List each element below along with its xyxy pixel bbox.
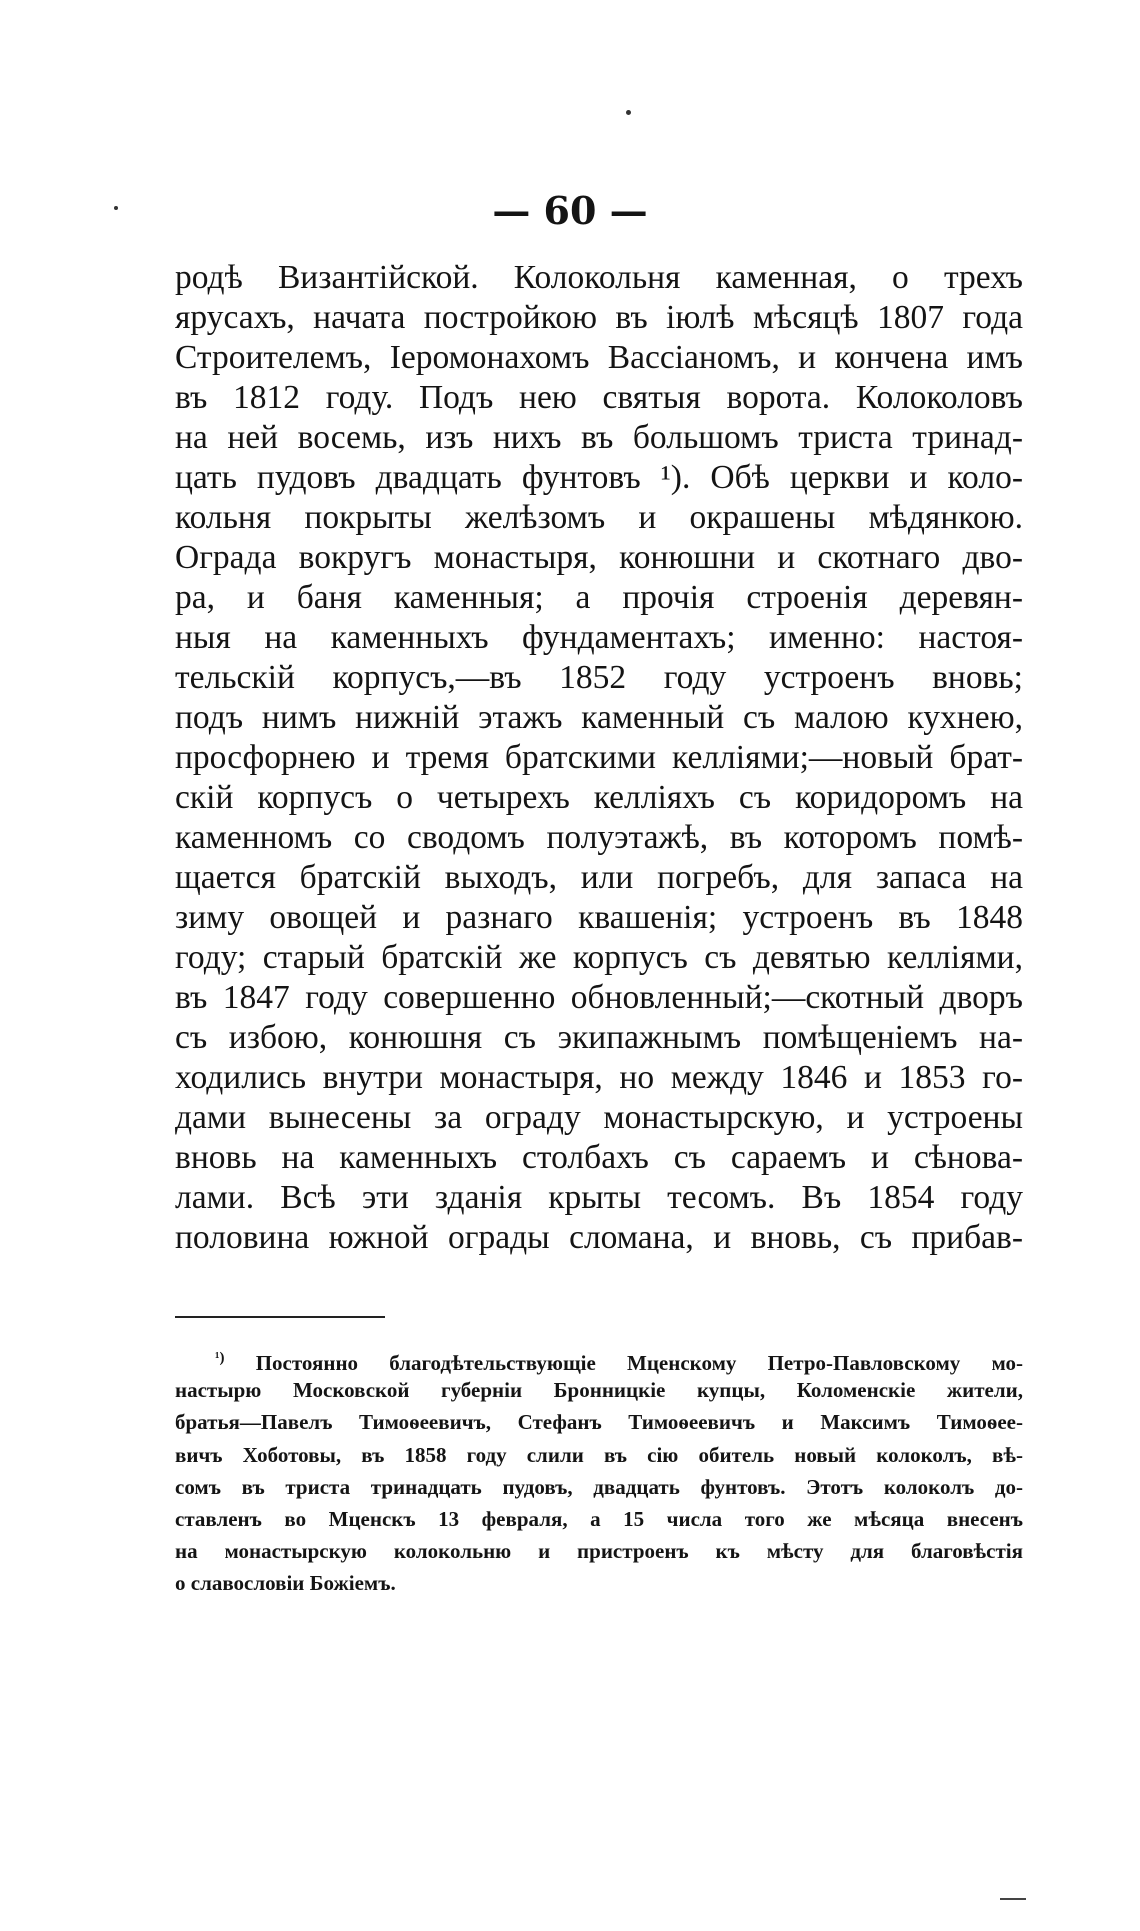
body-line: году; старый братскій же корпусъ съ девятью келліями,: [175, 939, 1023, 976]
footnote-line: настырю Московской губерніи Бронницкіе купцы, Коломенскіе жители,: [175, 1378, 1023, 1403]
body-line: вновь на каменныхъ столбахъ съ сараемъ и сѣнова-: [175, 1139, 1023, 1176]
footnote-line: ставленъ во Мценскъ 13 февраля, а 15 числа того же мѣсяца внесенъ: [175, 1506, 1023, 1531]
body-line: ныя на каменныхъ фундаментахъ; именно: настоя-: [175, 619, 1023, 656]
print-mark: [1000, 1898, 1026, 1900]
body-line: Строителемъ, Іеромонахомъ Вассіаномъ, и кончена имъ: [175, 339, 1023, 376]
body-line: подъ нимъ нижній этажъ каменный съ малою кухнею,: [175, 699, 1023, 736]
body-line: зиму овощей и разнаго квашенія; устроенъ въ 1848: [175, 899, 1023, 936]
footnote: [175, 1342, 1023, 1600]
body-line: ярусахъ, начата постройкою въ іюлѣ мѣсяцѣ 1807 года: [175, 299, 1023, 336]
body-line: родѣ Византійской. Колокольня каменная, о трехъ: [175, 259, 1023, 296]
body-line: лами. Всѣ эти зданія крыты тесомъ. Въ 1854 году: [175, 1179, 1023, 1216]
body-line: въ 1847 году совершенно обновленный;—скотный дворъ: [175, 979, 1023, 1016]
body-line: дами вынесены за ограду монастырскую, и устроены: [175, 1099, 1023, 1136]
body-line: каменномъ со сводомъ полуэтажѣ, въ которомъ помѣ-: [175, 819, 1023, 856]
body-line: ра, и баня каменныя; а прочія строенія деревян-: [175, 579, 1023, 616]
body-line: просфорнею и тремя братскими келліями;—новый брат-: [175, 739, 1023, 776]
body-line: на ней восемь, изъ нихъ въ большомъ триста тринад-: [175, 419, 1023, 456]
footnote-line: братья—Павелъ Тимоѳеевичъ, Стефанъ Тимоѳеевичъ и Максимъ Тимоѳее-: [175, 1410, 1023, 1435]
body-line: ходились внутри монастыря, но между 1846 и 1853 го-: [175, 1059, 1023, 1096]
body-line: половина южной ограды сломана, и вновь, съ прибав-: [175, 1219, 1023, 1256]
body-line: Ограда вокругъ монастыря, конюшни и скотнаго дво-: [175, 539, 1023, 576]
body-text: [175, 258, 1023, 1258]
footnote-line: вичъ Хоботовы, въ 1858 году слили въ сію обитель новый колоколъ, вѣ-: [175, 1442, 1023, 1467]
footnote-marker: ¹): [215, 1350, 225, 1366]
footnote-text: Постоянно благодѣтельствующіе Мценскому Петро-Павловскому мо-: [255, 1351, 1023, 1375]
footnote-line: на монастырскую колокольню и пристроенъ къ мѣсту для благовѣстія: [175, 1539, 1023, 1564]
body-line: цать пудовъ двадцать фунтовъ ¹). Обѣ церкви и коло-: [175, 459, 1023, 496]
body-line: кольня покрыты желѣзомъ и окрашены мѣдянкою.: [175, 499, 1023, 536]
body-line: щается братскій выходъ, или погребъ, для запаса на: [175, 859, 1023, 896]
footnote-divider: [175, 1316, 385, 1318]
footnote-line: сомъ въ триста тринадцать пудовъ, двадцать фунтовъ. Этотъ колоколъ до-: [175, 1474, 1023, 1499]
print-speck: [626, 110, 631, 115]
footnote-first-line: [175, 1342, 1023, 1374]
body-line: съ избою, конюшня съ экипажнымъ помѣщеніемъ на-: [175, 1019, 1023, 1056]
body-line: скій корпусъ о четырехъ келліяхъ съ коридоромъ на: [175, 779, 1023, 816]
footnote-line: о славословіи Божіемъ.: [175, 1571, 396, 1596]
body-line: въ 1812 году. Подъ нею святыя ворота. Колоколовъ: [175, 379, 1023, 416]
body-line: тельскій корпусъ,—въ 1852 году устроенъ вновь;: [175, 659, 1023, 696]
page-number: — 60 —: [492, 188, 648, 233]
